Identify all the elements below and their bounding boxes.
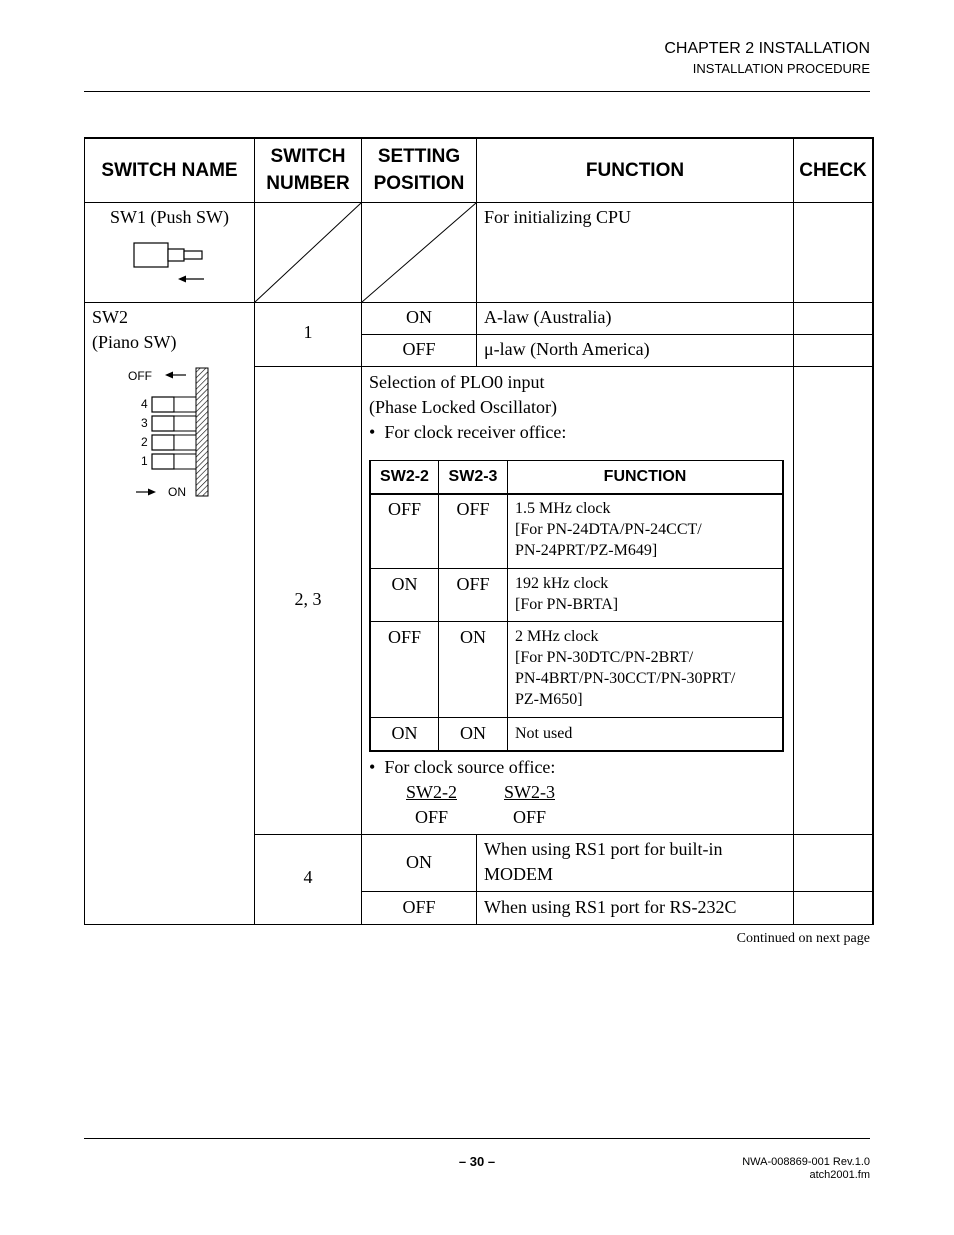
not-applicable-slash <box>254 202 362 303</box>
inner-row-function <box>515 498 702 561</box>
plo0-selection-text: Selection of PLO0 input <box>369 372 545 392</box>
inner-row-function <box>515 723 572 744</box>
continued-note: Continued on next page <box>736 931 870 946</box>
sw2-4-on-function: When using RS1 port for built-in <box>484 839 723 859</box>
sw2-1-on-function: A-law (Australia) <box>484 307 612 327</box>
sw2-type: (Piano SW) <box>92 332 177 352</box>
document-id: NWA-008869-001 Rev.1.0 <box>742 1156 870 1168</box>
inner-row-function-line: [For PN-BRTA] <box>515 596 619 613</box>
plo0-description: (Phase Locked Oscillator) <box>369 397 557 417</box>
inner-row-function-line: [For PN-24DTA/PN-24CCT/ <box>515 521 702 538</box>
inner-row-function-line: PN-4BRT/PN-30CCT/PN-30PRT/ <box>515 670 736 687</box>
sw2-switch-1-number: 1 <box>303 322 313 342</box>
inner-row-sw2-2: ON <box>391 574 418 594</box>
diagram-number: 4 <box>141 397 148 411</box>
inner-row-sw2-3: ON <box>460 627 486 647</box>
inner-row-sw2-3: OFF <box>456 574 490 594</box>
inner-row-function-line: PN-24PRT/PZ-M649] <box>515 542 658 559</box>
header-rule <box>84 91 870 92</box>
sw2-4-on-function-cont: MODEM <box>484 864 554 884</box>
bullet-clock-receiver-text: For clock receiver office: <box>384 422 567 442</box>
piano-switch-icon <box>134 366 214 498</box>
bullet-clock-source: • For clock source office: <box>369 757 556 777</box>
diagram-number: 1 <box>141 454 148 468</box>
sw2-switch-23-number: 2, 3 <box>294 589 322 609</box>
inner-row-function-line: 2 MHz clock <box>515 628 599 645</box>
inner-row-function <box>515 626 735 710</box>
inner-row-function-line: PZ-M650] <box>515 691 583 708</box>
inner-row-sw2-3: OFF <box>456 499 490 519</box>
header-switch-number-line2: NUMBER <box>266 173 350 194</box>
diagram-off-label: OFF <box>128 369 152 383</box>
document-file: atch2001.fm <box>809 1169 870 1181</box>
sw2-name: SW2 <box>92 307 128 327</box>
inner-row-function-line: Not used <box>515 725 573 742</box>
sw2-4-on-position: ON <box>406 852 432 872</box>
header-function: FUNCTION <box>585 159 685 181</box>
source-sw2-3-value: OFF <box>513 807 547 827</box>
inner-row-function-line: 192 kHz clock <box>515 575 609 592</box>
diagram-number: 3 <box>141 416 148 430</box>
diagram-number: 2 <box>141 435 148 449</box>
footer-rule <box>84 1138 870 1139</box>
inner-row-sw2-3: ON <box>460 723 486 743</box>
inner-header-sw2-3: SW2-3 <box>448 468 498 485</box>
sw2-switch-4-number: 4 <box>303 867 313 887</box>
not-applicable-slash <box>361 202 477 303</box>
inner-row-sw2-2: OFF <box>387 627 422 647</box>
push-switch-icon <box>130 240 210 288</box>
header-switch-name: SWITCH NAME <box>101 159 238 181</box>
header-setting-position-line1: SETTING <box>377 146 461 167</box>
inner-row-function <box>515 573 618 615</box>
inner-row-function-line: [For PN-30DTC/PN-2BRT/ <box>515 649 694 666</box>
header-setting-position <box>362 138 476 202</box>
inner-row-sw2-2: OFF <box>387 499 422 519</box>
sw2-1-off-function: μ-law (North America) <box>484 339 650 359</box>
header-switch-number-line1: SWITCH <box>270 146 346 167</box>
diagram-on-label: ON <box>168 485 186 499</box>
sw2-4-off-function: When using RS1 port for RS-232C <box>484 897 737 917</box>
inner-header-sw2-2: SW2-2 <box>380 468 429 485</box>
sw2-4-off-position: OFF <box>402 897 436 917</box>
bullet-clock-receiver: • For clock receiver office: <box>369 422 567 442</box>
chapter-title: CHAPTER 2 INSTALLATION <box>664 40 870 57</box>
sw1-name: SW1 (Push SW) <box>109 207 229 227</box>
source-sw2-2-label: SW2-2 <box>406 782 457 802</box>
sw1-function: For initializing CPU <box>484 207 632 227</box>
inner-row-function-line: 1.5 MHz clock <box>515 500 611 517</box>
inner-row-sw2-2: ON <box>391 723 418 743</box>
bullet-clock-source-text: For clock source office: <box>384 757 556 777</box>
source-sw2-2-value: OFF <box>415 807 449 827</box>
inner-header-function: FUNCTION <box>603 468 687 485</box>
sw2-1-off-position: OFF <box>402 339 436 359</box>
source-sw2-3-label: SW2-3 <box>504 782 555 802</box>
page-number: – 30 – <box>458 1154 496 1169</box>
header-check: CHECK <box>799 159 867 181</box>
section-title: INSTALLATION PROCEDURE <box>692 61 870 76</box>
header-setting-position-line2: POSITION <box>373 173 465 194</box>
sw2-1-on-position: ON <box>406 307 432 327</box>
header-switch-number <box>255 138 361 202</box>
